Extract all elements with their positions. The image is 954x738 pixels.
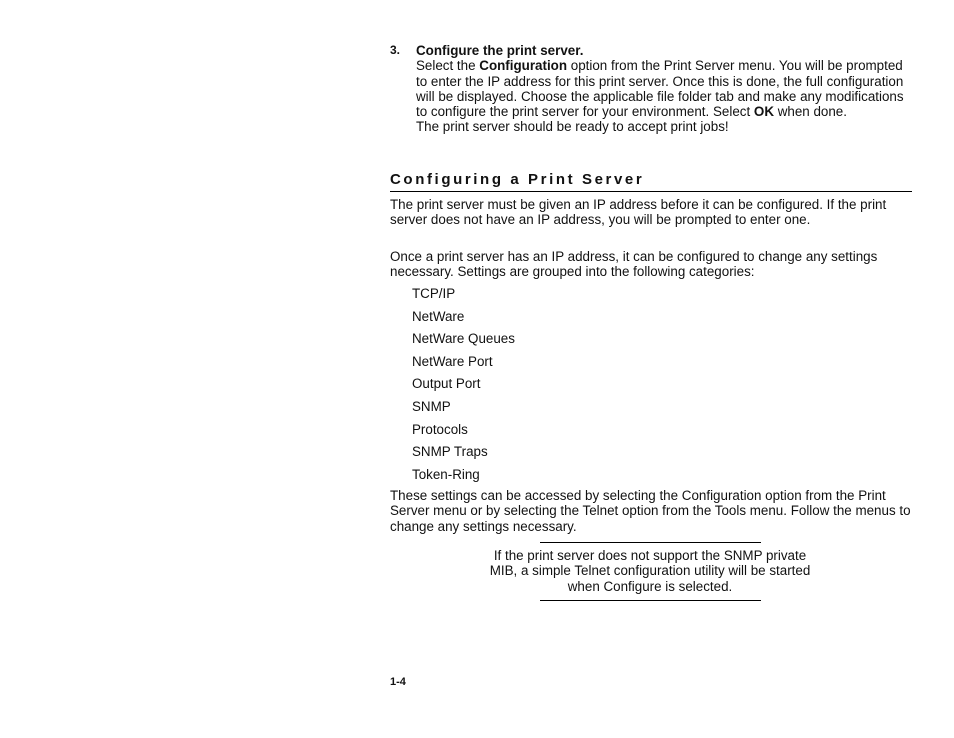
- list-item: Protocols: [412, 421, 468, 437]
- step-3: [390, 43, 915, 135]
- step-instructions: [416, 58, 915, 119]
- paragraph-categories-intro: Once a print server has an IP address, it can be configured to change any settings necessary. Settings are grouped into the following categories:: [390, 249, 878, 280]
- list-item: TCP/IP: [412, 286, 456, 301]
- step-body: [416, 43, 915, 135]
- list-item: NetWare Port: [412, 353, 493, 369]
- list-item: NetWare: [412, 308, 465, 324]
- step-followup: The print server should be ready to accept print jobs!: [416, 119, 729, 135]
- configuration-term: Configuration: [479, 58, 568, 74]
- step-text-3: when done.: [774, 104, 847, 120]
- list-item: Token-Ring: [412, 466, 480, 482]
- note-bottom-rule: [540, 600, 761, 601]
- step-number: 3.: [390, 43, 401, 57]
- list-item: NetWare Queues: [412, 331, 515, 347]
- note-line-1: If the print server does not support the SNMP private: [493, 548, 807, 563]
- ok-term: OK: [753, 104, 774, 120]
- step-title: Configure the print server.: [416, 43, 584, 58]
- category-list: [412, 286, 515, 489]
- page-number: 1-4: [390, 676, 406, 688]
- section-heading: Configuring a Print Server: [390, 171, 912, 192]
- paragraph-access-settings: These settings can be accessed by selecting the Configuration option from the Print Server menu or by selecting the Telnet option from the Tools menu. Follow the menus to change any settings necessary.: [390, 488, 911, 534]
- step-text-2: option from the Print Server menu. You will be prompted to enter the IP address for this print server. Once this is done, the full configuration will be displayed. Choose the applicable file folder tab and make any modifications to configure the print server for your environment. Select: [416, 58, 904, 120]
- step-text-1: Select the: [416, 58, 480, 74]
- paragraph-ip-required: The print server must be given an IP address before it can be configured. If the print server does not have an IP address, you will be prompted to enter one.: [390, 197, 887, 228]
- list-item: Output Port: [412, 376, 481, 392]
- list-item: SNMP: [412, 398, 451, 414]
- list-item: SNMP Traps: [412, 444, 488, 460]
- note-line-2: MIB, a simple Telnet configuration utility will be started: [489, 563, 811, 579]
- note-top-rule: [540, 542, 761, 543]
- note: [460, 548, 840, 594]
- note-line-3: when Configure is selected.: [567, 578, 733, 594]
